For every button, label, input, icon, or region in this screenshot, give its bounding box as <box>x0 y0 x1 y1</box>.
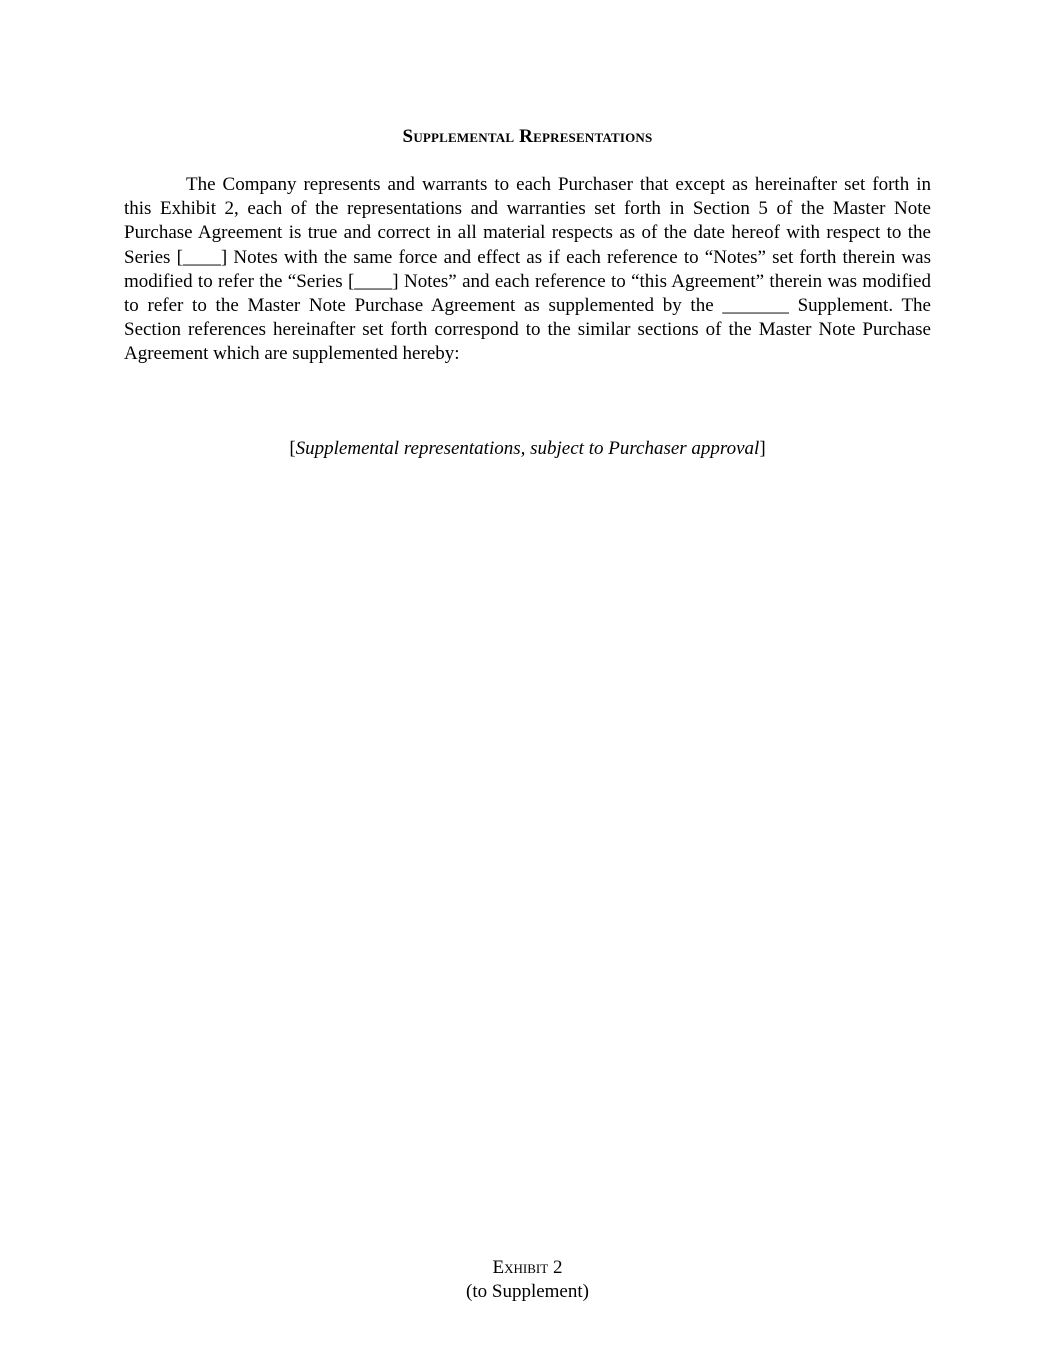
open-bracket: [ <box>289 438 296 459</box>
placeholder-line <box>0 438 1055 460</box>
exhibit-sub-label: (to Supplement) <box>466 1281 589 1302</box>
placeholder-text: Supplemental representations, subject to Purchaser approval <box>295 438 760 459</box>
close-bracket: ] <box>759 438 766 459</box>
exhibit-label: Exhibit 2 <box>492 1257 563 1278</box>
page-footer <box>0 1256 1055 1304</box>
body-paragraph: The Company represents and warrants to each Purchaser that except as hereinafter set forth in this Exhibit 2, each of the representations and warranties set forth in Section 5 of the Master Note Purchase Agreement is true and correct in all material respects as of the date hereof with respect to the Series [____] Notes with the same force and effect as if each reference to “Notes” set forth therein was modified to refer the “Series [____] Notes” and each reference to “this Agreement” therein was modified to refer to the Master Note Purchase Agreement as supplemented by the _______ Supplement. The Section references hereinafter set forth correspond to the similar sections of the Master Note Purchase Agreement which are supplemented hereby: <box>124 174 931 365</box>
section-heading: Supplemental Representations <box>402 126 653 147</box>
